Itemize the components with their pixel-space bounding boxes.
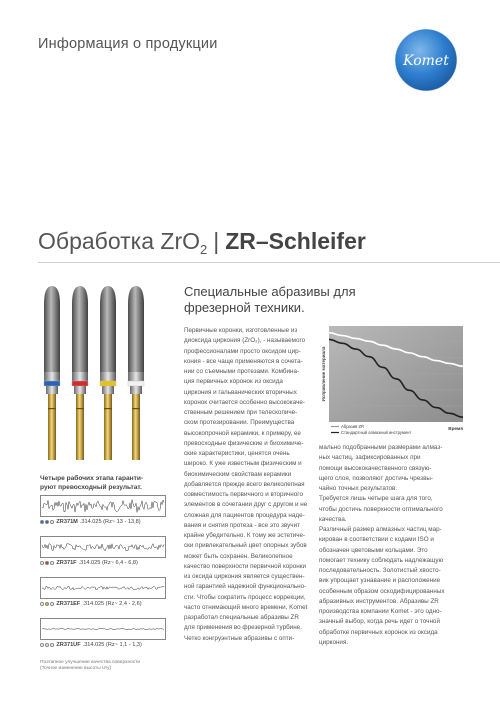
abrasive-burs-image (38, 284, 150, 464)
ring-dots-icon (40, 520, 54, 524)
subheading-line1: Специальные абразивы для (184, 284, 356, 299)
bur-zr371f (72, 286, 88, 460)
profile-label (40, 519, 166, 525)
legend-label: Стандартный алмазный инструмент (341, 430, 412, 435)
profile-code: ZR371EF (56, 601, 81, 607)
material-removal-chart (319, 324, 463, 442)
body-text-column-2: мально подобранными размерами алмаз- ных частиц, зафиксированных при помощи высококачественного связую- щего слоя, позволяют достичь чрезвы- чайно точных результатов. Требуется лишь четыре шага для того, чтобы достичь поверхности оптимального качества. Различный размер алмазных частиц мар- кирован в соответствии с кодами ISO и обозначен цветовыми кольцами. Это помогает технику соблюдать надлежащую последовательность. Золотистый хвосто- вик упрощает узнавание и расположение особенным образом оскодифицированных абразивных инструментов. Абразивы ZR производства компании Komet - это одно- значный выбор, когда речь идет о точной обработке первичных коронок из оксида циркония. (319, 444, 445, 646)
surface-profile (40, 536, 166, 566)
ring-dots-icon (40, 643, 54, 647)
legend-label: Абразив ZR (341, 424, 365, 429)
surface-profile (40, 577, 166, 607)
title-divider (38, 262, 500, 263)
surface-profile (40, 618, 166, 648)
color-ring (44, 381, 60, 386)
profiles-caption: Четыре рабочих этапа гаранти- руют превосходный результат. (40, 475, 144, 491)
bur-zr371uf (128, 286, 144, 460)
profile-spec: .314.025 (Rz~ 13 - 13,8) (79, 519, 141, 525)
body-text-column-1: Первичные коронки, изготовленные из диоксида циркония (ZrO₂), - называемого профессионалами просто оксидом цир- кония - все чаще применяются в сочета- нии со съемными протезами. Комбина- ция первичных коронок из оксида циркония и гальванических вторичных коронок считается особенно высококаче- ственным решением при телескопиче- ском протезировании. Преимущества высокопрочной керамики, к примеру, ее превосходные физические и биохимиче- ские характеристики, ценятся очень широко. К уже известным физическим и биохимическим свойствам керамики добавляется прежде всего великолепная совместимость первичного и вторичного элементов в сочетании друг с другом и не сложная для пациентов процедура наде- вания и снятия протеза - все это звучит крайне убедительно. К тому же эстетиче- ски привлекательный цвет опорных зубов может быть сохранен. Великолепное качество поверхности первичной коронки из оксида циркония является существен- ной гарантией надежной функционально- сти. Чтобы сократить процесс коррекции, часто отнимающий много времени, Komet разработал специальные абразивы ZR для применения во фрезерной турбине. Четко конгруэнтные абразивы с опти- (184, 327, 308, 642)
profile-label (40, 560, 166, 566)
chart-y-label: Исправление материала (321, 346, 326, 402)
surface-profile (40, 495, 166, 525)
profile-graph (40, 618, 166, 640)
profile-code: ZR371M (56, 519, 78, 525)
profiles-footnote: Поэтапное улучшение качества поверхности (Точное изменение высоты Ury) (40, 660, 141, 671)
color-ring (100, 381, 116, 386)
title-separator: | (213, 228, 220, 254)
section-title: Информация о продукции (38, 36, 218, 52)
color-ring (128, 381, 144, 386)
bur-zr371ef (100, 286, 116, 460)
page-title (38, 228, 366, 255)
profile-code: ZR371UF (56, 642, 81, 648)
subheading (184, 284, 356, 316)
bur-zr371m (44, 286, 60, 460)
chart-x-label: Время (448, 426, 463, 431)
title-prefix: Обработка ZrO (38, 228, 200, 254)
profile-label (40, 601, 166, 607)
profile-spec: .314.025 (Rz~ 2,4 - 2,6) (82, 601, 142, 607)
profile-label (40, 642, 166, 648)
profile-graph (40, 536, 166, 558)
subheading-line2: фрезерной техники. (184, 300, 305, 315)
title-subscript: 2 (200, 242, 208, 257)
profile-graph (40, 577, 166, 599)
profile-spec: .314.025 (Rz~ 1,1 - 1,3) (82, 642, 142, 648)
title-bold: ZR–Schleifer (225, 228, 366, 254)
logo-text: Komet (403, 53, 449, 69)
komet-logo (394, 28, 458, 92)
profile-spec: .314.025 (Rz~ 6,4 - 6,8) (78, 560, 138, 566)
ring-dots-icon (40, 561, 54, 565)
profile-graph (40, 495, 166, 517)
color-ring (72, 381, 88, 386)
ring-dots-icon (40, 602, 54, 606)
profile-code: ZR371F (56, 560, 77, 566)
